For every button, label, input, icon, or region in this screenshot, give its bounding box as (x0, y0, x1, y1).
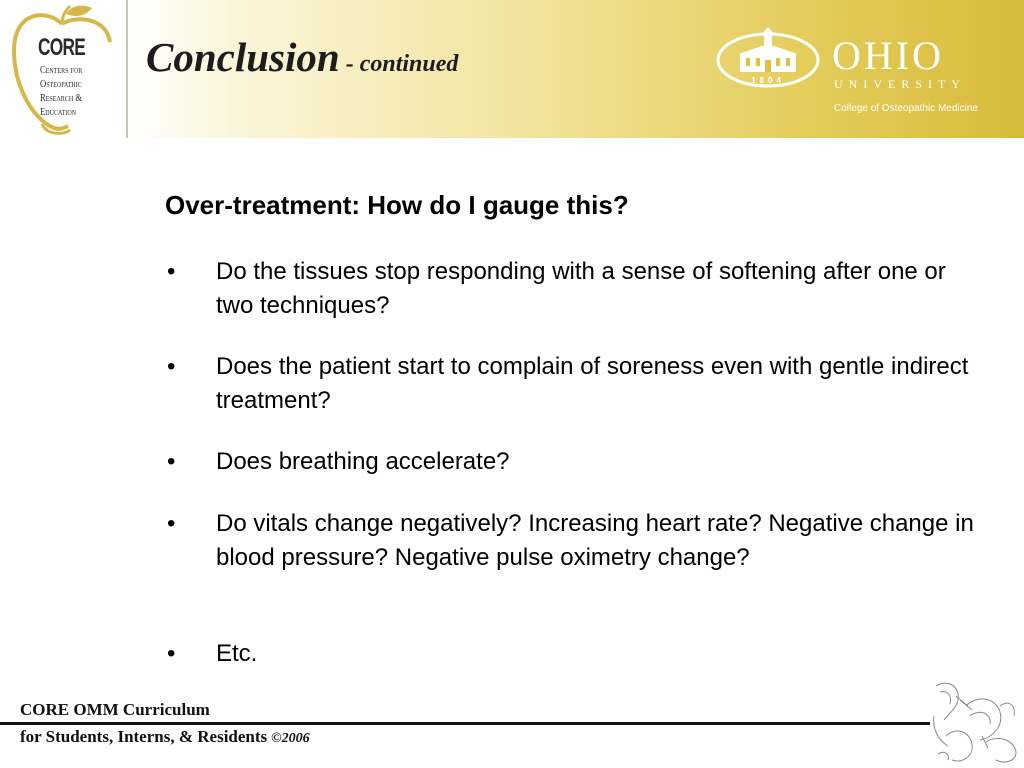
footer-copyright: ©2006 (271, 731, 310, 746)
ohio-university-name: OHIO (832, 33, 944, 78)
ohio-seal-icon (716, 26, 820, 88)
bullet-marker: • (167, 510, 176, 537)
bullet-text: Do the tissues stop responding with a sense of softening after one or two techniques? (216, 258, 946, 319)
bullet-marker: • (167, 353, 176, 380)
bullet-marker: • (167, 448, 176, 475)
bullet-text: Do vitals change negatively? Increasing heart rate? Negative change in blood pressure? Negative pulse oximetry change? (216, 510, 974, 571)
slide-subtitle: Over-treatment: How do I gauge this? (165, 190, 629, 220)
slide-header (0, 0, 1024, 138)
slide-title-suffix: - continued (345, 51, 459, 77)
bullet-marker: • (167, 640, 176, 667)
core-logo-line: Research & (40, 93, 83, 104)
core-logo-word: CORE (38, 34, 86, 61)
core-logo-line: Osteopathic (40, 79, 82, 90)
ohio-college-name: College of Osteopathic Medicine (834, 103, 978, 114)
footer-curriculum-title: CORE OMM Curriculum (20, 700, 210, 719)
bullet-text: Does the patient start to complain of soreness even with gentle indirect treatment? (216, 353, 969, 414)
bullet-marker: • (167, 258, 176, 285)
ohio-seal-year: 1804 (751, 76, 785, 85)
ohio-university-subname: UNIVERSITY (834, 77, 966, 91)
bullet-text: Does breathing accelerate? (216, 448, 510, 475)
core-logo-subtext (40, 64, 109, 120)
footer-audience-text: for Students, Interns, & Residents (20, 727, 268, 746)
footer-divider (0, 722, 930, 725)
core-logo-line: Centers for (40, 65, 83, 76)
slide-title-main: Conclusion (146, 34, 340, 80)
bullet-text: Etc. (216, 640, 258, 667)
slide-title (146, 33, 458, 81)
core-logo-panel (0, 0, 128, 138)
core-logo-line: Education (40, 107, 77, 118)
footer-audience (20, 727, 310, 747)
anatomical-hands-sketch-icon (926, 676, 1022, 766)
